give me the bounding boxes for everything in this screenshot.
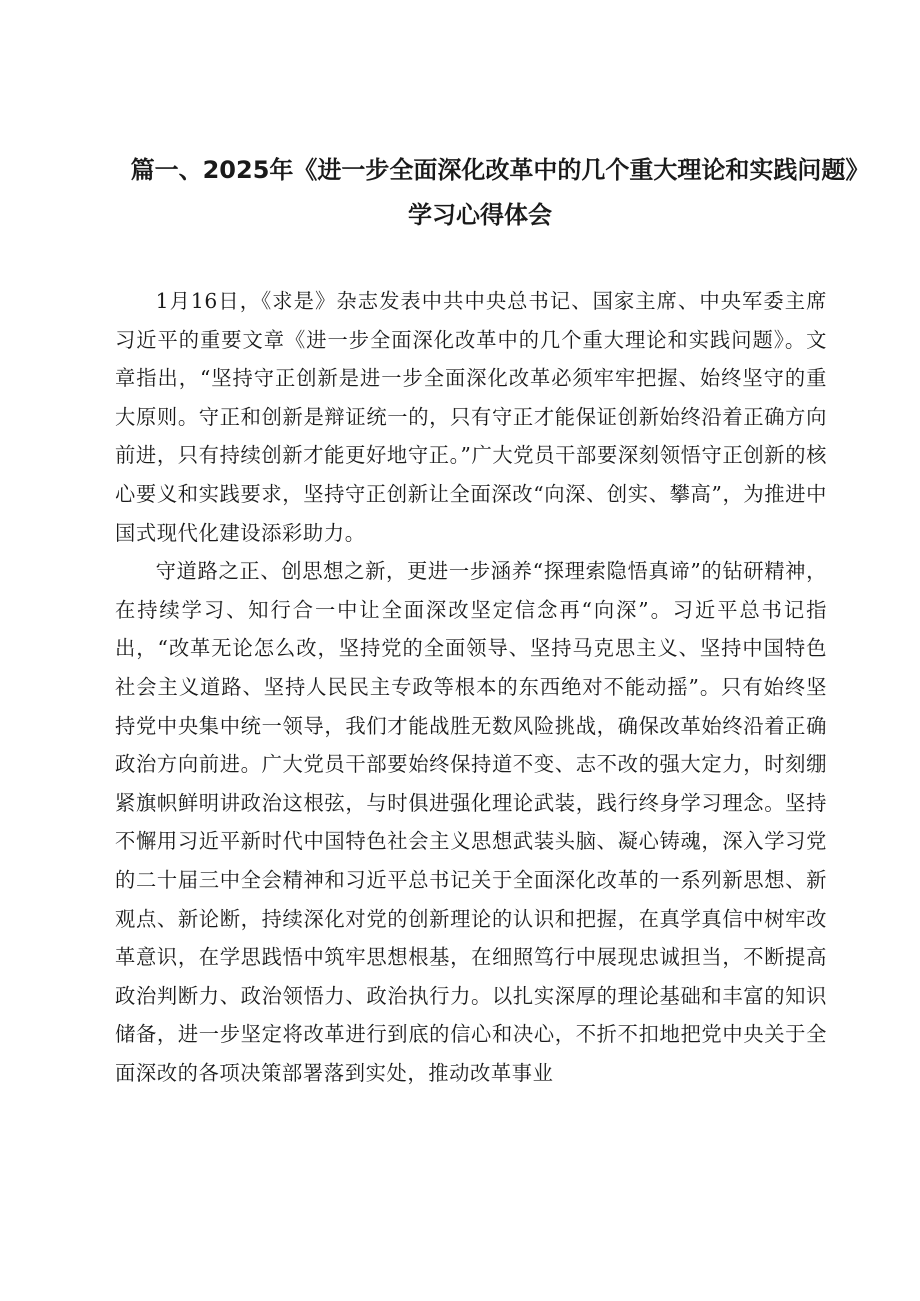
document-body xyxy=(115,282,827,1092)
document-title-line2: 学习心得体会 xyxy=(408,201,552,229)
paragraph-1: 1月16日，《求是》杂志发表中共中央总书记、国家主席、中央军委主席习近平的重要文章《进一步全面深化改革中的几个重大理论和实践问题》。文章指出，“坚持守正创新是进一步全面深化改革必须牢牢把握、始终坚守的重大原则。守正和创新是辩证统一的，只有守正才能保证创新始终沿着正确方向前进，只有持续创新才能更好地守正。”广大党员干部要深刻领悟守正创新的核心要义和实践要求，坚持守正创新让全面深改“向深、创实、攀高”，为推进中国式现代化建设添彩助力。 xyxy=(115,289,827,545)
document-title-line1: 篇一、2025年《进一步全面深化改革中的几个重大理论和实践问题》 xyxy=(130,156,870,184)
paragraph-2: 守道路之正、创思想之新，更进一步涵养“探理索隐悟真谛”的钻研精神，在持续学习、知行合一中让全面深改坚定信念再“向深”。习近平总书记指出，“改革无论怎么改，坚持党的全面领导、坚持马克思主义、坚持中国特色社会主义道路、坚持人民民主专政等根本的东西绝对不能动摇”。只有始终坚持党中央集中统一领导，我们才能战胜无数风险挑战，确保改革始终沿着正确政治方向前进。广大党员干部要始终保持道不变、志不改的强大定力，时刻绷紧旗帜鲜明讲政治这根弦，与时俱进强化理论武装，践行终身学习理念。坚持不懈用习近平新时代中国特色社会主义思想武装头脑、凝心铸魂，深入学习党的二十届三中全会精神和习近平总书记关于全面深化改革的一系列新思想、新观点、新论断，持续深化对党的创新理论的认识和把握，在真学真信中树牢改革意识，在学思践悟中筑牢思想根基，在细照笃行中展现忠诚担当，不断提高政治判断力、政治领悟力、政治执行力。以扎实深厚的理论基础和丰富的知识储备，进一步坚定将改革进行到底的信心和决心，不折不扣地把党中央关于全面深改的各项决策部署落到实处，推动改革事业 xyxy=(115,559,827,1085)
